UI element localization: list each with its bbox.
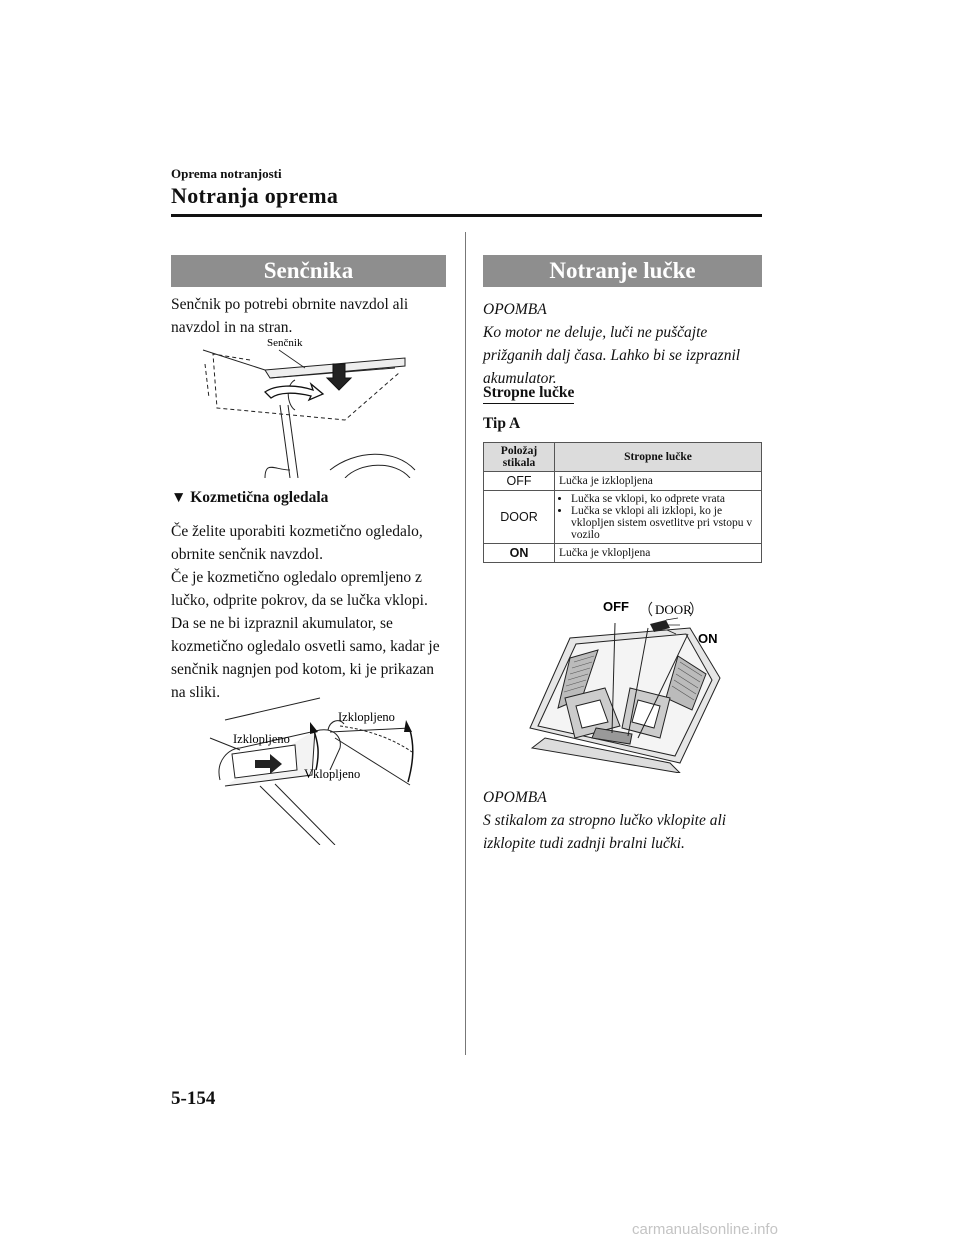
table-cell xyxy=(555,491,762,544)
switch-position: ON xyxy=(484,544,555,563)
section-heading-visors: Senčnika xyxy=(171,255,446,287)
note1 xyxy=(483,298,762,390)
switch-position: OFF xyxy=(484,472,555,491)
table-header-row xyxy=(484,443,762,472)
section-heading-interior-lights: Notranje lučke xyxy=(483,255,762,287)
table-header: Stropne lučke xyxy=(555,443,762,472)
vanity-mirror-body xyxy=(171,520,449,704)
header-rule xyxy=(171,214,762,217)
subsection-ceiling-lights xyxy=(483,384,574,404)
switch-position-table xyxy=(483,442,762,563)
subheading-vanity-mirrors: ▼ Kozmetična ogledala xyxy=(171,489,329,506)
sun-visor-illustration xyxy=(195,330,435,478)
page-number: 5-154 xyxy=(171,1088,216,1109)
table-cell: Lučka je vklopljena xyxy=(555,544,762,563)
paragraph: Če je kozmetično ogledalo opremljeno z lučko, odprite pokrov, da se lučka vklopi. xyxy=(171,569,428,609)
fig3-label-door: DOOR xyxy=(655,602,692,617)
visor-intro-text: Senčnik po potrebi obrnite navzdol ali navzdol in na stran. xyxy=(171,296,409,336)
header-section: Oprema notranjosti xyxy=(171,166,282,181)
column-divider xyxy=(465,232,466,1055)
fig2-label-off-a: Izklopljeno xyxy=(338,710,395,724)
fig1-label-visor: Senčnik xyxy=(267,337,303,349)
table-cell: Lučka je izklopljena xyxy=(555,472,762,491)
list-item: • Lučka se vklopi, ko odprete vrata xyxy=(571,493,757,505)
paragraph: Da se ne bi izpraznil akumulator, se kozmetično ogledalo osvetli samo, kadar je senčnik nagnjen pod kotom, ki je prikazan na sliki. xyxy=(171,615,440,701)
watermark: carmanualsonline.info xyxy=(632,1221,778,1238)
type-label: Tip A xyxy=(483,415,521,432)
ceiling-light-illustration xyxy=(520,598,730,773)
table-row xyxy=(484,472,762,491)
fig3-label-on: ON xyxy=(698,631,718,646)
list-item: • Lučka se vklopi ali izklopi, ko je vklopljen sistem osvetlitve pri vstopu v vozilo xyxy=(571,505,757,541)
table-row xyxy=(484,491,762,544)
note1-label: OPOMBA xyxy=(483,301,547,318)
note2 xyxy=(483,786,762,855)
note1-text: Ko motor ne deluje, luči ne puščajte prižganih dalj časa. Lahko bi se izpraznil akumulator. xyxy=(483,324,741,387)
table-row xyxy=(484,544,762,563)
fig2-label-on: Vklopljeno xyxy=(304,767,361,781)
note2-text: S stikalom za stropno lučko vklopite ali izklopite tudi zadnji bralni lučki. xyxy=(483,812,727,852)
fig2-label-off-b: Izklopljeno xyxy=(233,732,290,746)
vanity-mirror-angle-illustration xyxy=(200,690,430,845)
fig3-label-off: OFF xyxy=(603,599,629,614)
paragraph: Če želite uporabiti kozmetično ogledalo, obrnite senčnik navzdol. xyxy=(171,523,423,563)
note2-label: OPOMBA xyxy=(483,789,547,806)
subsection-title: Stropne lučke xyxy=(483,384,574,404)
table-header: Položaj stikala xyxy=(484,443,555,472)
switch-position: DOOR xyxy=(484,491,555,544)
page-title: Notranja oprema xyxy=(171,183,339,208)
